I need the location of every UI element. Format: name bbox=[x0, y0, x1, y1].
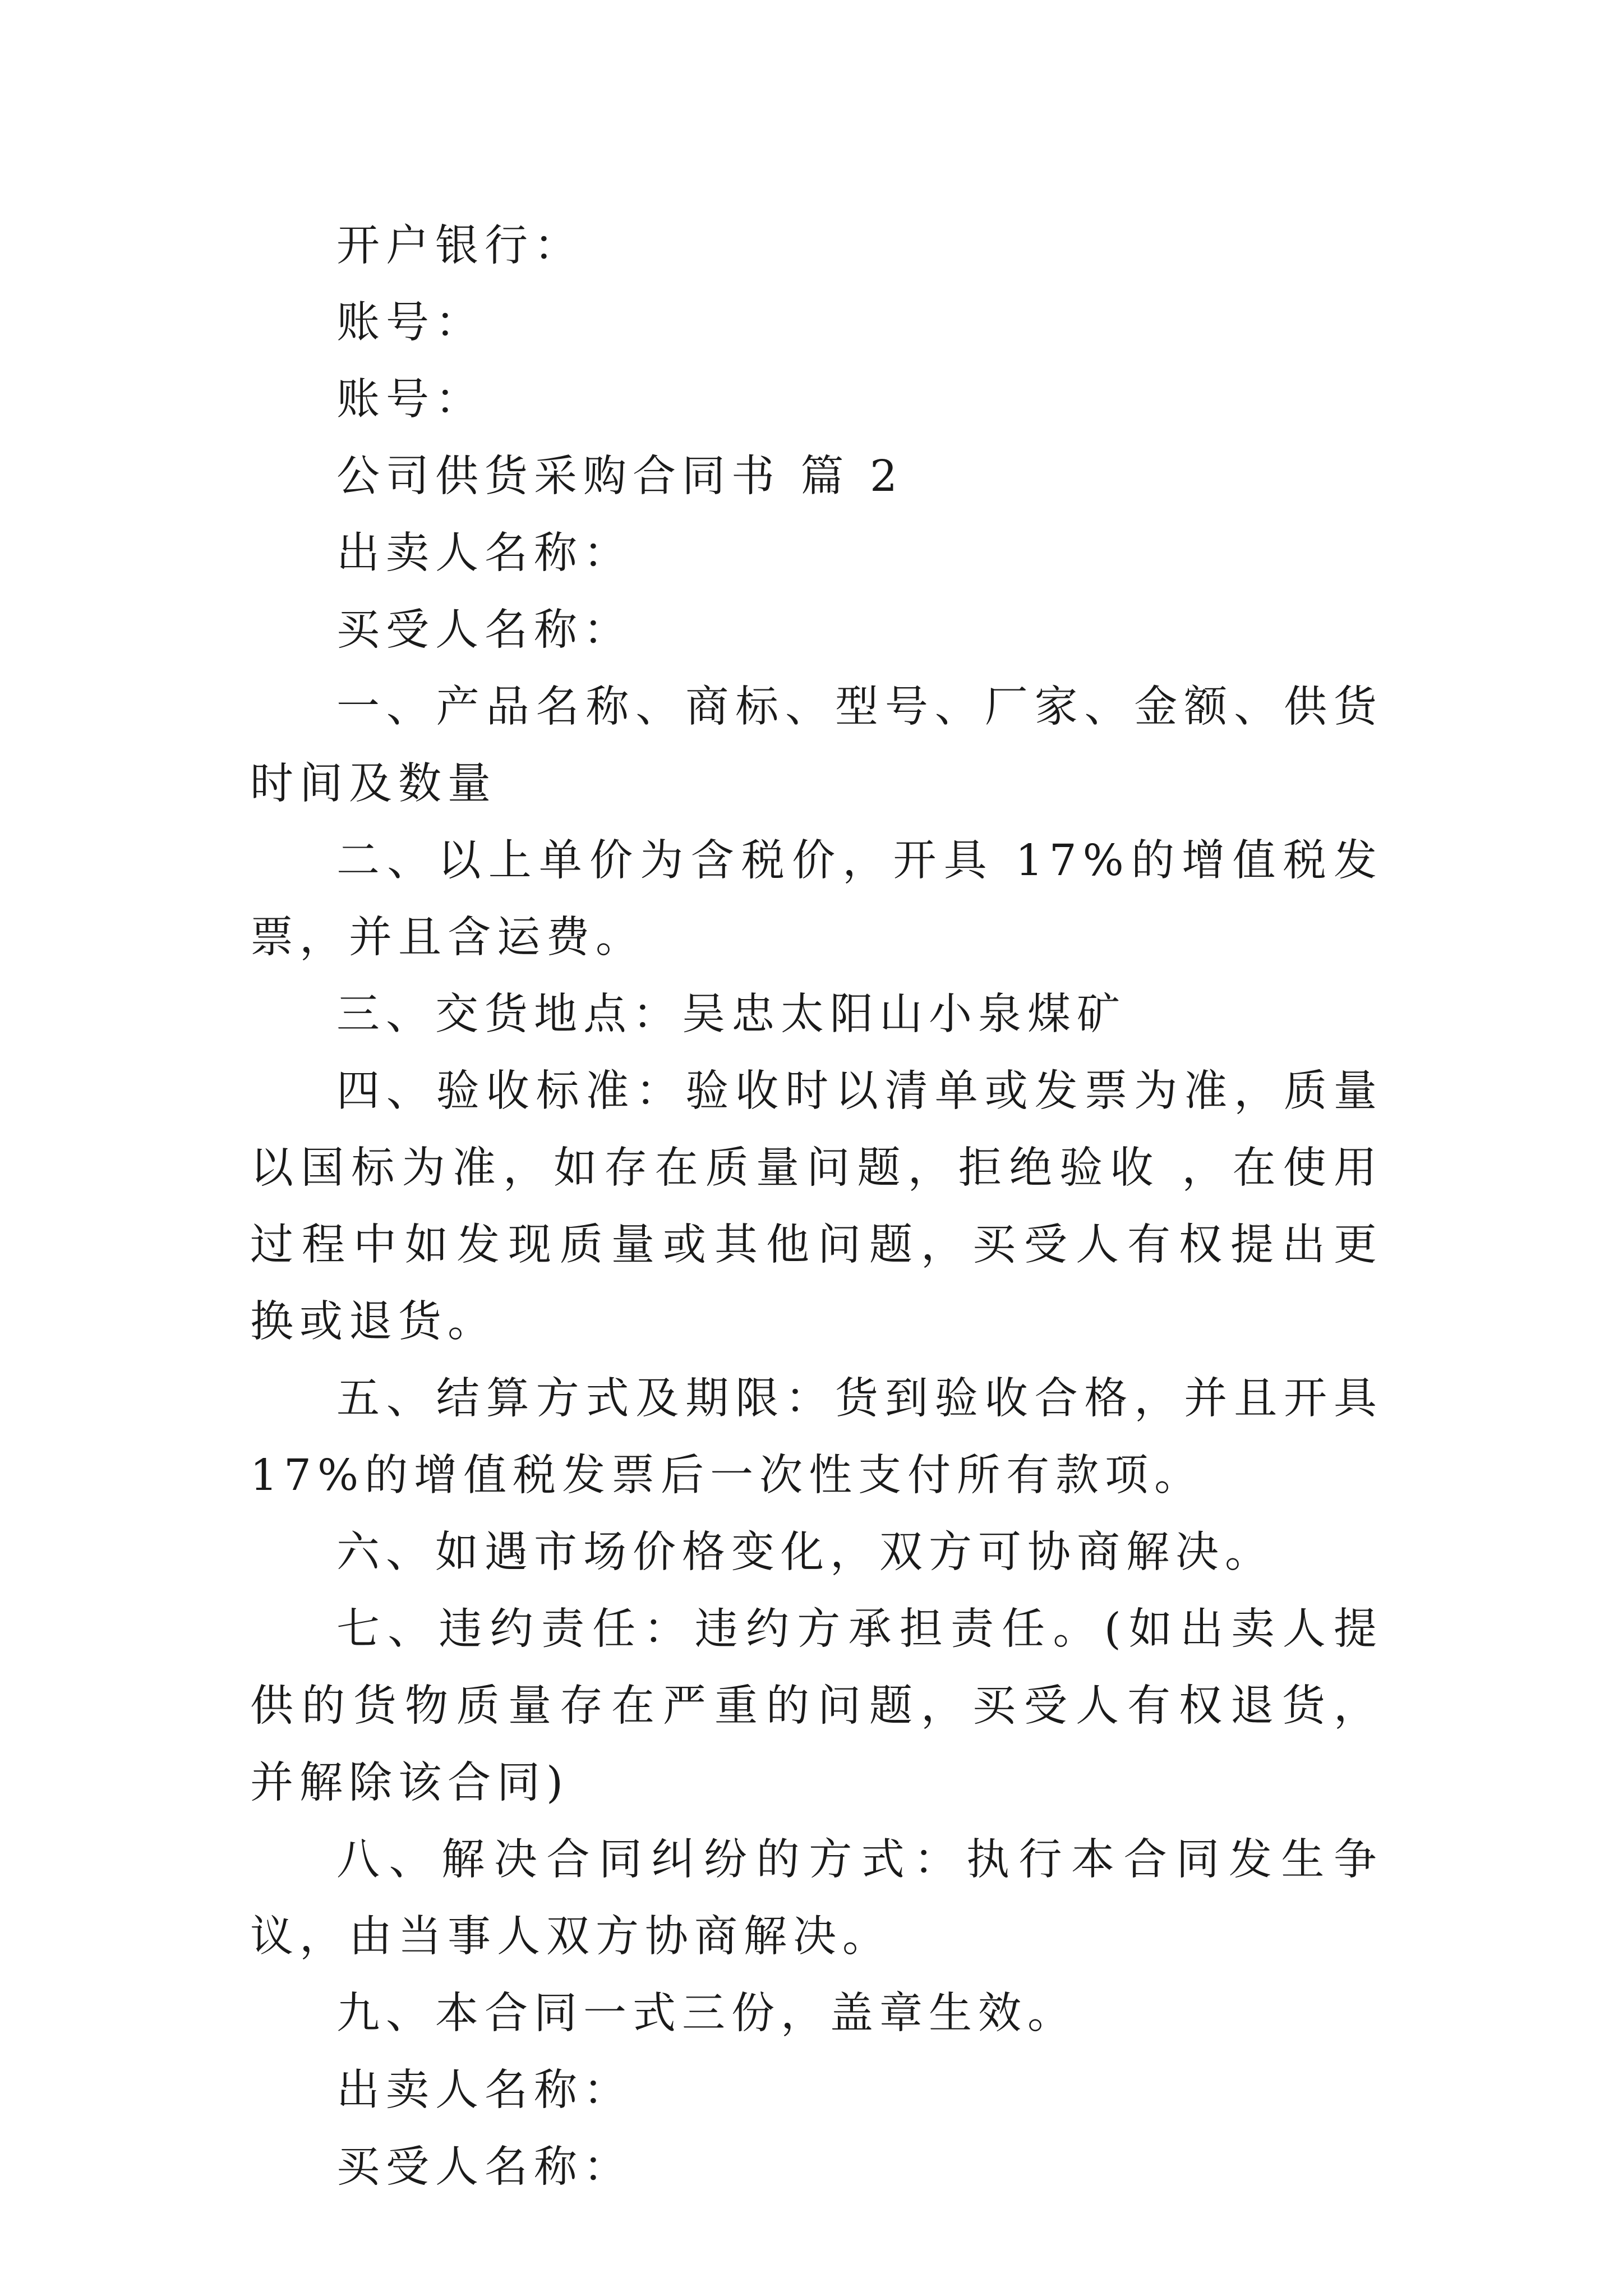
paragraph-bank: 开户银行： bbox=[336, 221, 583, 271]
clause-1: 一、产品名称、商标、型号、厂家、金额、供货时间及数量 bbox=[250, 682, 1383, 809]
document-body bbox=[250, 208, 1383, 2206]
paragraph-buyer-name: 买受人名称： bbox=[336, 605, 633, 655]
signature-buyer-name: 买受人名称： bbox=[336, 2142, 633, 2192]
paragraph-seller-name: 出卖人名称： bbox=[336, 528, 633, 578]
clause-2: 二、以上单价为含税价，开具 17%的增值税发票，并且含运费。 bbox=[250, 836, 1383, 963]
clause-8: 八、解决合同纠纷的方式：执行本合同发生争议，由当事人双方协商解决。 bbox=[250, 1835, 1383, 1962]
section-title: 公司供货采购合同书 篇 2 bbox=[336, 452, 903, 501]
signature-seller-name: 出卖人名称： bbox=[336, 2065, 633, 2115]
clause-9: 九、本合同一式三份，盖章生效。 bbox=[336, 1989, 1077, 2039]
clause-4: 四、验收标准：验收时以清单或发票为准，质量以国标为准，如存在质量问题，拒绝验收 ，在使用过程中如发现质量或其他问题，买受人有权提出更换或退货。 bbox=[250, 1066, 1383, 1347]
clause-7: 七、违约责任：违约方承担责任。(如出卖人提供的货物质量存在严重的问题，买受人有权退货，并解除该合同) bbox=[250, 1604, 1383, 1808]
paragraph-account-1: 账号： bbox=[336, 298, 485, 348]
clause-5: 五、结算方式及期限：货到验收合格，并且开具 17%的增值税发票后一次性支付所有款项。 bbox=[250, 1374, 1383, 1501]
clause-3: 三、交货地点：吴忠太阳山小泉煤矿 bbox=[336, 990, 1126, 1039]
clause-6: 六、如遇市场价格变化，双方可协商解决。 bbox=[336, 1527, 1274, 1577]
paragraph-account-2: 账号： bbox=[336, 375, 485, 425]
